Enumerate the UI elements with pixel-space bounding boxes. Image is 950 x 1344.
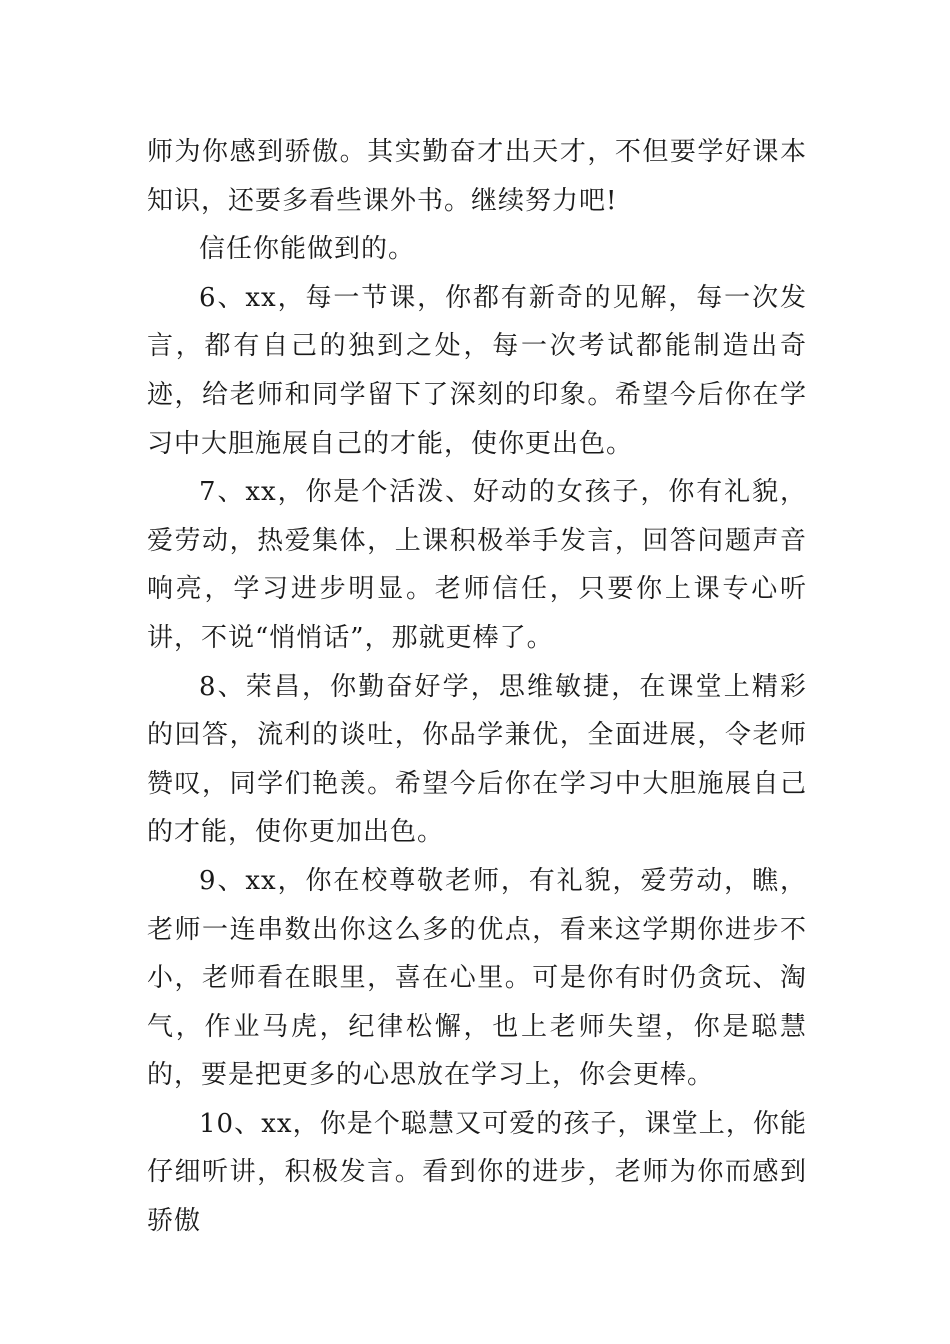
- paragraph-comment-6: 6、xx，每一节课，你都有新奇的见解，每一次发言，都有自己的独到之处，每一次考试都能制造出奇迹，给老师和同学留下了深刻的印象。希望今后你在学习中大胆施展自己的才能，使你更出色。: [147, 282, 807, 459]
- paragraph-comment-9: 9、xx，你在校尊敬老师，有礼貌，爱劳动，瞧，老师一连串数出你这么多的优点，看来这学期你进步不小，老师看在眼里，喜在心里。可是你有时仍贪玩、淘气，作业马虎，纪律松懈，也上老师失望，你是聪慧的，要是把更多的心思放在学习上，你会更棒。: [147, 865, 807, 1091]
- paragraph-comment-8: 8、荣昌，你勤奋好学，思维敏捷，在课堂上精彩的回答，流利的谈吐，你品学兼优，全面进展，令老师赞叹，同学们艳羡。希望今后你在学习中大胆施展自己的才能，使你更加出色。: [147, 671, 807, 848]
- document-body: [147, 128, 807, 1246]
- paragraph-comment-10: 10、xx，你是个聪慧又可爱的孩子，课堂上，你能仔细听讲，积极发言。看到你的进步，老师为你而感到骄傲: [147, 1108, 807, 1237]
- paragraph-comment-7: 7、xx，你是个活泼、好动的女孩子，你有礼貌，爱劳动，热爱集体，上课积极举手发言，回答问题声音响亮，学习进步明显。老师信任，只要你上课专心听讲，不说“悄悄话”，那就更棒了。: [147, 477, 807, 653]
- paragraph-continuation: 师为你感到骄傲。其实勤奋才出天才，不但要学好课本知识，还要多看些课外书。继续努力吧!: [147, 137, 807, 216]
- paragraph-trust: 信任你能做到的。: [199, 234, 416, 265]
